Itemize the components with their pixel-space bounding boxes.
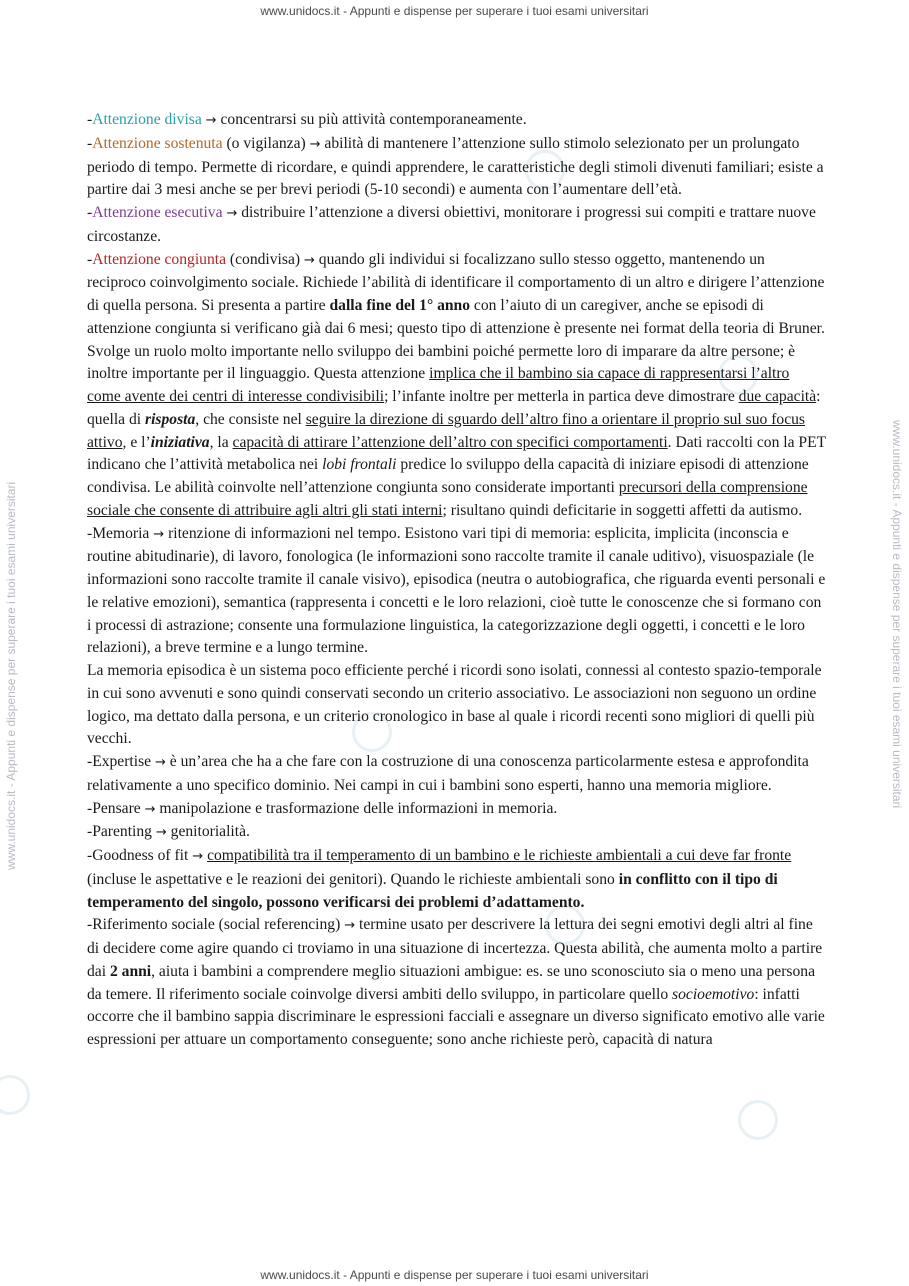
watermark-logo-icon (738, 1100, 778, 1140)
header-watermark: www.unidocs.it - Appunti e dispense per superare i tuoi esami universitari (260, 4, 649, 18)
paragraph-expertise: -Expertise → è un’area che ha a che fare con la costruzione di una conoscenza particolarmente estesa e approfondita relativamente a uno specifico dominio. Nei campi in cui i bambini sono esperti, hanno una memoria migliore. (87, 753, 809, 794)
watermark-logo-icon (0, 1075, 30, 1115)
arrow-icon: → (154, 755, 166, 770)
arrow-icon: → (309, 136, 321, 152)
arrow-icon: → (226, 206, 238, 221)
arrow-icon: → (303, 252, 315, 268)
left-side-watermark: www.unidocs.it - Appunti e dispense per superare i tuoi esami universitari (4, 481, 18, 870)
paragraph-riferimento-sociale: -Riferimento sociale (social referencing) → termine usato per descrivere la lettura dei segni emotivi degli altri al fine di decidere come agire quando ci troviamo in una situazione di incertezza. Questa abilità, che aumenta molto a partire dai 2 anni, aiuta i bambini a comprendere meglio situazioni ambigue: es. se uno sconosciuto sia o meno una persona da temere. Il riferimento sociale coinvolge diversi ambiti dello sviluppo, in particolare quello socioemotivo: infatti occorre che il bambino sappia discriminare le espressioni facciali e assegnare un diverso significato emotivo alle varie espressioni per attuare un comportamento conseguente; sono anche richieste però, capacità di natura (87, 916, 825, 1048)
arrow-icon: → (155, 825, 167, 841)
right-side-watermark: www.unidocs.it - Appunti e dispense per superare i tuoi esami universitari (890, 420, 904, 809)
arrow-icon: → (344, 918, 356, 934)
paragraph-attenzione-divisa: -Attenzione divisa → concentrarsi su più attività contemporaneamente. (87, 111, 527, 128)
term-attenzione-sostenuta: Attenzione sostenuta (92, 134, 223, 152)
paragraph-pensare: -Pensare → manipolazione e trasformazione delle informazioni in memoria. (87, 799, 558, 817)
arrow-icon: → (153, 526, 165, 542)
footer-watermark: www.unidocs.it - Appunti e dispense per superare i tuoi esami universitari (260, 1268, 649, 1282)
document-body (87, 109, 827, 1052)
arrow-icon: → (205, 113, 217, 128)
paragraph-attenzione-esecutiva: -Attenzione esecutiva → distribuire l’attenzione a diversi obiettivi, monitorare i progressi sui compiti e trattare nuove circostanze. (87, 204, 816, 245)
term-attenzione-divisa: Attenzione divisa (92, 111, 202, 128)
paragraph-attenzione-sostenuta: -Attenzione sostenuta (o vigilanza) → abilità di mantenere l’attenzione sullo stimolo selezionato per un prolungato periodo di tempo. Permette di ricordare, e quindi apprendere, le caratteristiche degli stimoli divenuti familiari; esiste a partire dai 3 mesi anche se per brevi periodi (5-10 secondi) e aumenta con l’aumentare dell’età. (87, 134, 824, 199)
paragraph-goodness-of-fit: -Goodness of fit → compatibilità tra il temperamento di un bambino e le richieste ambientali a cui deve far fronte (incluse le aspettative e le reazioni dei genitori). Quando le richieste ambientali sono in conflitto con il tipo di temperamento del singolo, possono verificarsi dei problemi d’adattamento. (87, 847, 792, 911)
paragraph-memoria-episodica: La memoria episodica è un sistema poco efficiente perché i ricordi sono isolati, connessi al contesto spazio-temporale in cui sono avvenuti e sono quindi conservati secondo un criterio associativo. Le associazioni non seguono un ordine logico, ma dettato dalla persona, e un criterio cronologico in base al quale i ricordi recenti sono migliori di quelli più vecchi. (87, 662, 822, 748)
arrow-icon: → (192, 849, 204, 864)
paragraph-parenting: -Parenting → genitorialità. (87, 823, 250, 841)
term-attenzione-esecutiva: Attenzione esecutiva (92, 204, 223, 221)
term-attenzione-congiunta: Attenzione congiunta (92, 250, 227, 268)
paragraph-memoria: -Memoria → ritenzione di informazioni nel tempo. Esistono vari tipi di memoria: esplicita, implicita (inconscia e routine abitudinarie), di lavoro, fonologica (le informazioni sono raccolte tramite il canale uditivo), visuospaziale (le informazioni sono raccolte tramite il canale visivo), episodica (neutra o autobiografica, che riguarda eventi personali e le relative emozioni), semantica (rappresenta i concetti e le loro relazioni, cioè tutte le conoscenze che si formano con i processi di astrazione; consente una formulazione linguistica, la categorizzazione degli oggetti, i concetti e le loro relazioni), a breve termine e a lungo termine. (87, 524, 826, 657)
paragraph-attenzione-congiunta: -Attenzione congiunta (condivisa) → quando gli individui si focalizzano sullo stesso oggetto, mantenendo un reciproco coinvolgimento sociale. Richiede l’abilità di identificare il comportamento di un altro e dirigere l’attenzione di quella persona. Si presenta a partire dalla fine del 1° anno con l’aiuto di un caregiver, anche se episodi di attenzione congiunta si verificano già dai 6 mesi; questo tipo di attenzione è presente nei format della teoria di Bruner. Svolge un ruolo molto importante nello sviluppo dei bambini poiché permette loro di imparare da altre persone; è inoltre importante per il linguaggio. Questa attenzione implica che il bambino sia capace di rappresentarsi l’altro come avente dei centri di interesse condivisibili; l’infante inoltre per metterla in partica deve dimostrare due capacità: quella di risposta, che consiste nel seguire la direzione di sguardo dell’altro fino a orientare il proprio sul suo focus attivo, e l’iniziativa, la capacità di attirare l’attenzione dell’altro con specifici comportamenti. Dati raccolti con la PET indicano che l’attività metabolica nei lobi frontali predice lo sviluppo della capacità di iniziare episodi di attenzione condivisa. Le abilità coinvolte nell’attenzione congiunta sono considerate importanti precursori della comprensione sociale che consente di attribuire agli altri gli stati interni; risultano quindi deficitarie in soggetti affetti da autismo. (87, 250, 826, 519)
arrow-icon: → (144, 801, 156, 817)
